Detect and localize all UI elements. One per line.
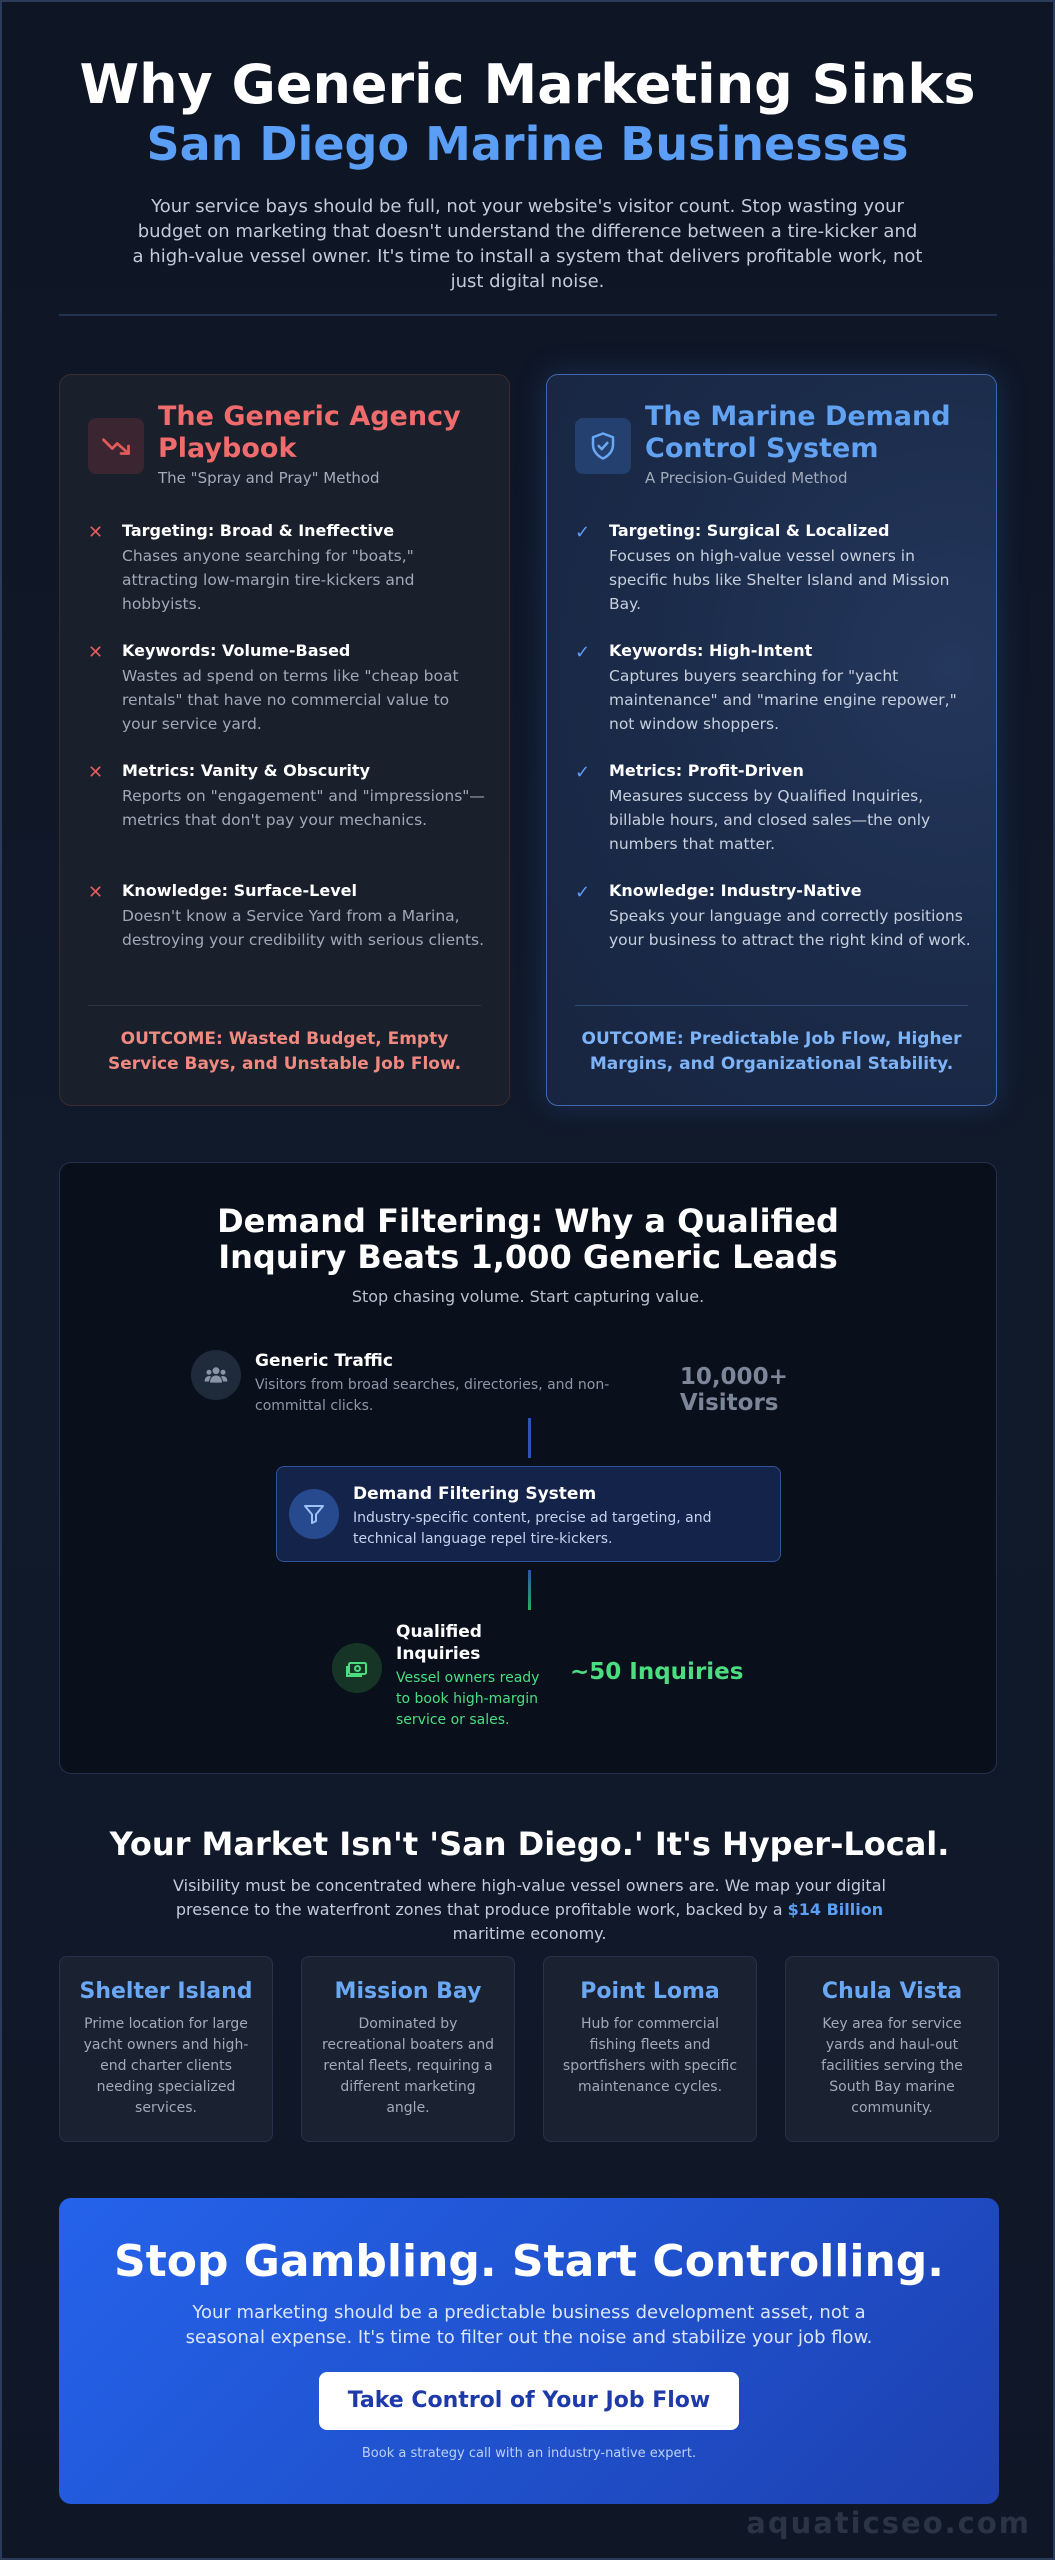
inquiry-count: ~50 Inquiries: [570, 1659, 744, 1685]
cta-section: [59, 2198, 999, 2504]
zone-grid: [59, 1956, 999, 2142]
card-title: The Generic Agency Playbook: [158, 401, 461, 464]
trending-down-icon: [88, 418, 144, 474]
item-description: Focuses on high-value vessel owners in specific hubs like Shelter Island and Mission Bay.: [609, 547, 950, 613]
filtering-system-box: [276, 1466, 781, 1562]
step-description: Visitors from broad searches, directories, and non-committal clicks.: [255, 1377, 610, 1414]
check-icon: ✓: [575, 882, 591, 903]
item-title: Metrics: Profit-Driven: [609, 761, 804, 780]
description-text: maritime economy.: [452, 1924, 607, 1943]
list-item: [575, 760, 972, 880]
shield-check-icon: [575, 418, 631, 474]
item-description: Speaks your language and correctly positions your business to attract the right kind of work.: [609, 907, 971, 949]
item-description: Chases anyone searching for "boats," attracting low-margin tire-kickers and hobbyists.: [122, 547, 415, 613]
card-title: The Marine Demand Control System: [645, 401, 951, 464]
card-outcome: OUTCOME: Predictable Job Flow, Higher Margins, and Organizational Stability.: [581, 1029, 962, 1074]
hero-section: [2, 2, 1053, 294]
item-description: Doesn't know a Service Yard from a Marina, destroying your credibility with serious clients.: [122, 907, 485, 949]
card-subtitle: The "Spray and Pray" Method: [158, 469, 380, 487]
step-title: Generic Traffic: [255, 1351, 393, 1371]
list-item: [88, 880, 485, 1000]
item-title: Targeting: Surgical & Localized: [609, 521, 890, 540]
section-divider: [59, 314, 997, 316]
check-icon: ✓: [575, 762, 591, 783]
filter-icon: [289, 1489, 339, 1539]
users-icon: [191, 1350, 241, 1400]
watermark: aquaticseo.com: [746, 2506, 1031, 2540]
economy-highlight: $14 Billion: [787, 1900, 884, 1919]
card-header: [575, 401, 976, 487]
step-description: Industry-specific content, precise ad targeting, and technical language repel tire-kickers.: [353, 1510, 712, 1547]
demand-filtering-section: [59, 1162, 997, 1774]
money-icon: [332, 1643, 382, 1693]
funnel-step-traffic: [191, 1350, 891, 1417]
item-description: Measures success by Qualified Inquiries, billable hours, and closed sales—the only numbers that matter.: [609, 787, 931, 853]
x-icon: ✕: [88, 762, 104, 783]
zone-card: [59, 1956, 273, 2142]
item-title: Targeting: Broad & Ineffective: [122, 521, 395, 540]
funnel-step-qualified: [332, 1621, 743, 1731]
hero-title-highlight: San Diego Marine Businesses: [146, 117, 909, 171]
zone-name: Mission Bay: [334, 1979, 482, 2004]
section-description: [140, 1874, 920, 1946]
card-outcome: OUTCOME: Wasted Budget, Empty Service Bays, and Unstable Job Flow.: [107, 1029, 462, 1074]
section-subtitle: Stop chasing volume. Start capturing value.: [351, 1287, 705, 1306]
cta-description: Your marketing should be a predictable business development asset, not a seasonal expense. It's time to filter out the noise and stabilize your job flow.: [185, 2302, 873, 2348]
marine-demand-card: [546, 374, 997, 1106]
section-title: Your Market Isn't 'San Diego.' It's Hyper-Local.: [109, 1825, 950, 1863]
zone-card: [301, 1956, 515, 2142]
list-item: [575, 640, 972, 760]
zone-description: Dominated by recreational boaters and rental fleets, requiring a different marketing angle.: [321, 2016, 495, 2116]
x-icon: ✕: [88, 882, 104, 903]
item-title: Knowledge: Industry-Native: [609, 881, 862, 900]
check-icon: ✓: [575, 642, 591, 663]
list-item: [575, 880, 972, 1000]
hero-title: Why Generic Marketing Sinks: [79, 53, 976, 116]
cta-title: Stop Gambling. Start Controlling.: [114, 2236, 944, 2287]
funnel-connector: [528, 1570, 531, 1610]
step-description: Vessel owners ready to book high-margin service or sales.: [396, 1670, 540, 1728]
zone-name: Chula Vista: [821, 1979, 963, 2004]
zone-name: Point Loma: [580, 1979, 720, 2004]
check-icon: ✓: [575, 522, 591, 543]
item-title: Keywords: Volume-Based: [122, 641, 351, 660]
card-divider: [88, 1005, 481, 1006]
funnel-connector: [528, 1418, 531, 1458]
section-title: Demand Filtering: Why a Qualified Inquiry Beats 1,000 Generic Leads: [217, 1202, 839, 1276]
x-icon: ✕: [88, 522, 104, 543]
description-text: Visibility must be concentrated where high-value vessel owners are. We map your digital presence to the waterfront zones that produce profitable work, backed by a: [173, 1876, 886, 1919]
zone-description: Hub for commercial fishing fleets and sportfishers with specific maintenance cycles.: [562, 2016, 738, 2095]
hero-intro: Your service bays should be full, not your website's visitor count. Stop wasting your budget on marketing that doesn't understand the difference between a tire-kicker and a high-value vessel owner. It's time to install a system that delivers profitable work, not just digital noise.: [132, 196, 923, 292]
item-title: Knowledge: Surface-Level: [122, 881, 357, 900]
step-title: Demand Filtering System: [353, 1484, 597, 1504]
list-item: [88, 760, 485, 880]
item-description: Wastes ad spend on terms like "cheap boat rentals" that have no commercial value to your service yard.: [122, 667, 459, 733]
card-divider: [575, 1005, 968, 1006]
step-title: Qualified Inquiries: [396, 1622, 482, 1664]
take-control-button[interactable]: Take Control of Your Job Flow: [319, 2372, 739, 2430]
visitor-count: 10,000+ Visitors: [679, 1364, 788, 1416]
item-title: Metrics: Vanity & Obscurity: [122, 761, 371, 780]
list-item: [88, 640, 485, 760]
zone-card: [543, 1956, 757, 2142]
list-item: [88, 520, 485, 640]
card-subtitle: A Precision-Guided Method: [645, 469, 848, 487]
zone-description: Prime location for large yacht owners and high-end charter clients needing specialized services.: [83, 2016, 249, 2116]
zone-description: Key area for service yards and haul-out facilities serving the South Bay marine community.: [821, 2016, 963, 2116]
hyper-local-section: [2, 1824, 1055, 1946]
item-title: Keywords: High-Intent: [609, 641, 813, 660]
card-header: [88, 401, 489, 487]
zone-card: [785, 1956, 999, 2142]
item-description: Reports on "engagement" and "impressions"—metrics that don't pay your mechanics.: [122, 787, 485, 829]
cta-note: Book a strategy call with an industry-native expert.: [361, 2446, 697, 2461]
list-item: [575, 520, 972, 640]
item-description: Captures buyers searching for "yacht maintenance" and "marine engine repower," not window shoppers.: [609, 667, 957, 733]
x-icon: ✕: [88, 642, 104, 663]
generic-agency-card: [59, 374, 510, 1106]
zone-name: Shelter Island: [79, 1979, 253, 2004]
